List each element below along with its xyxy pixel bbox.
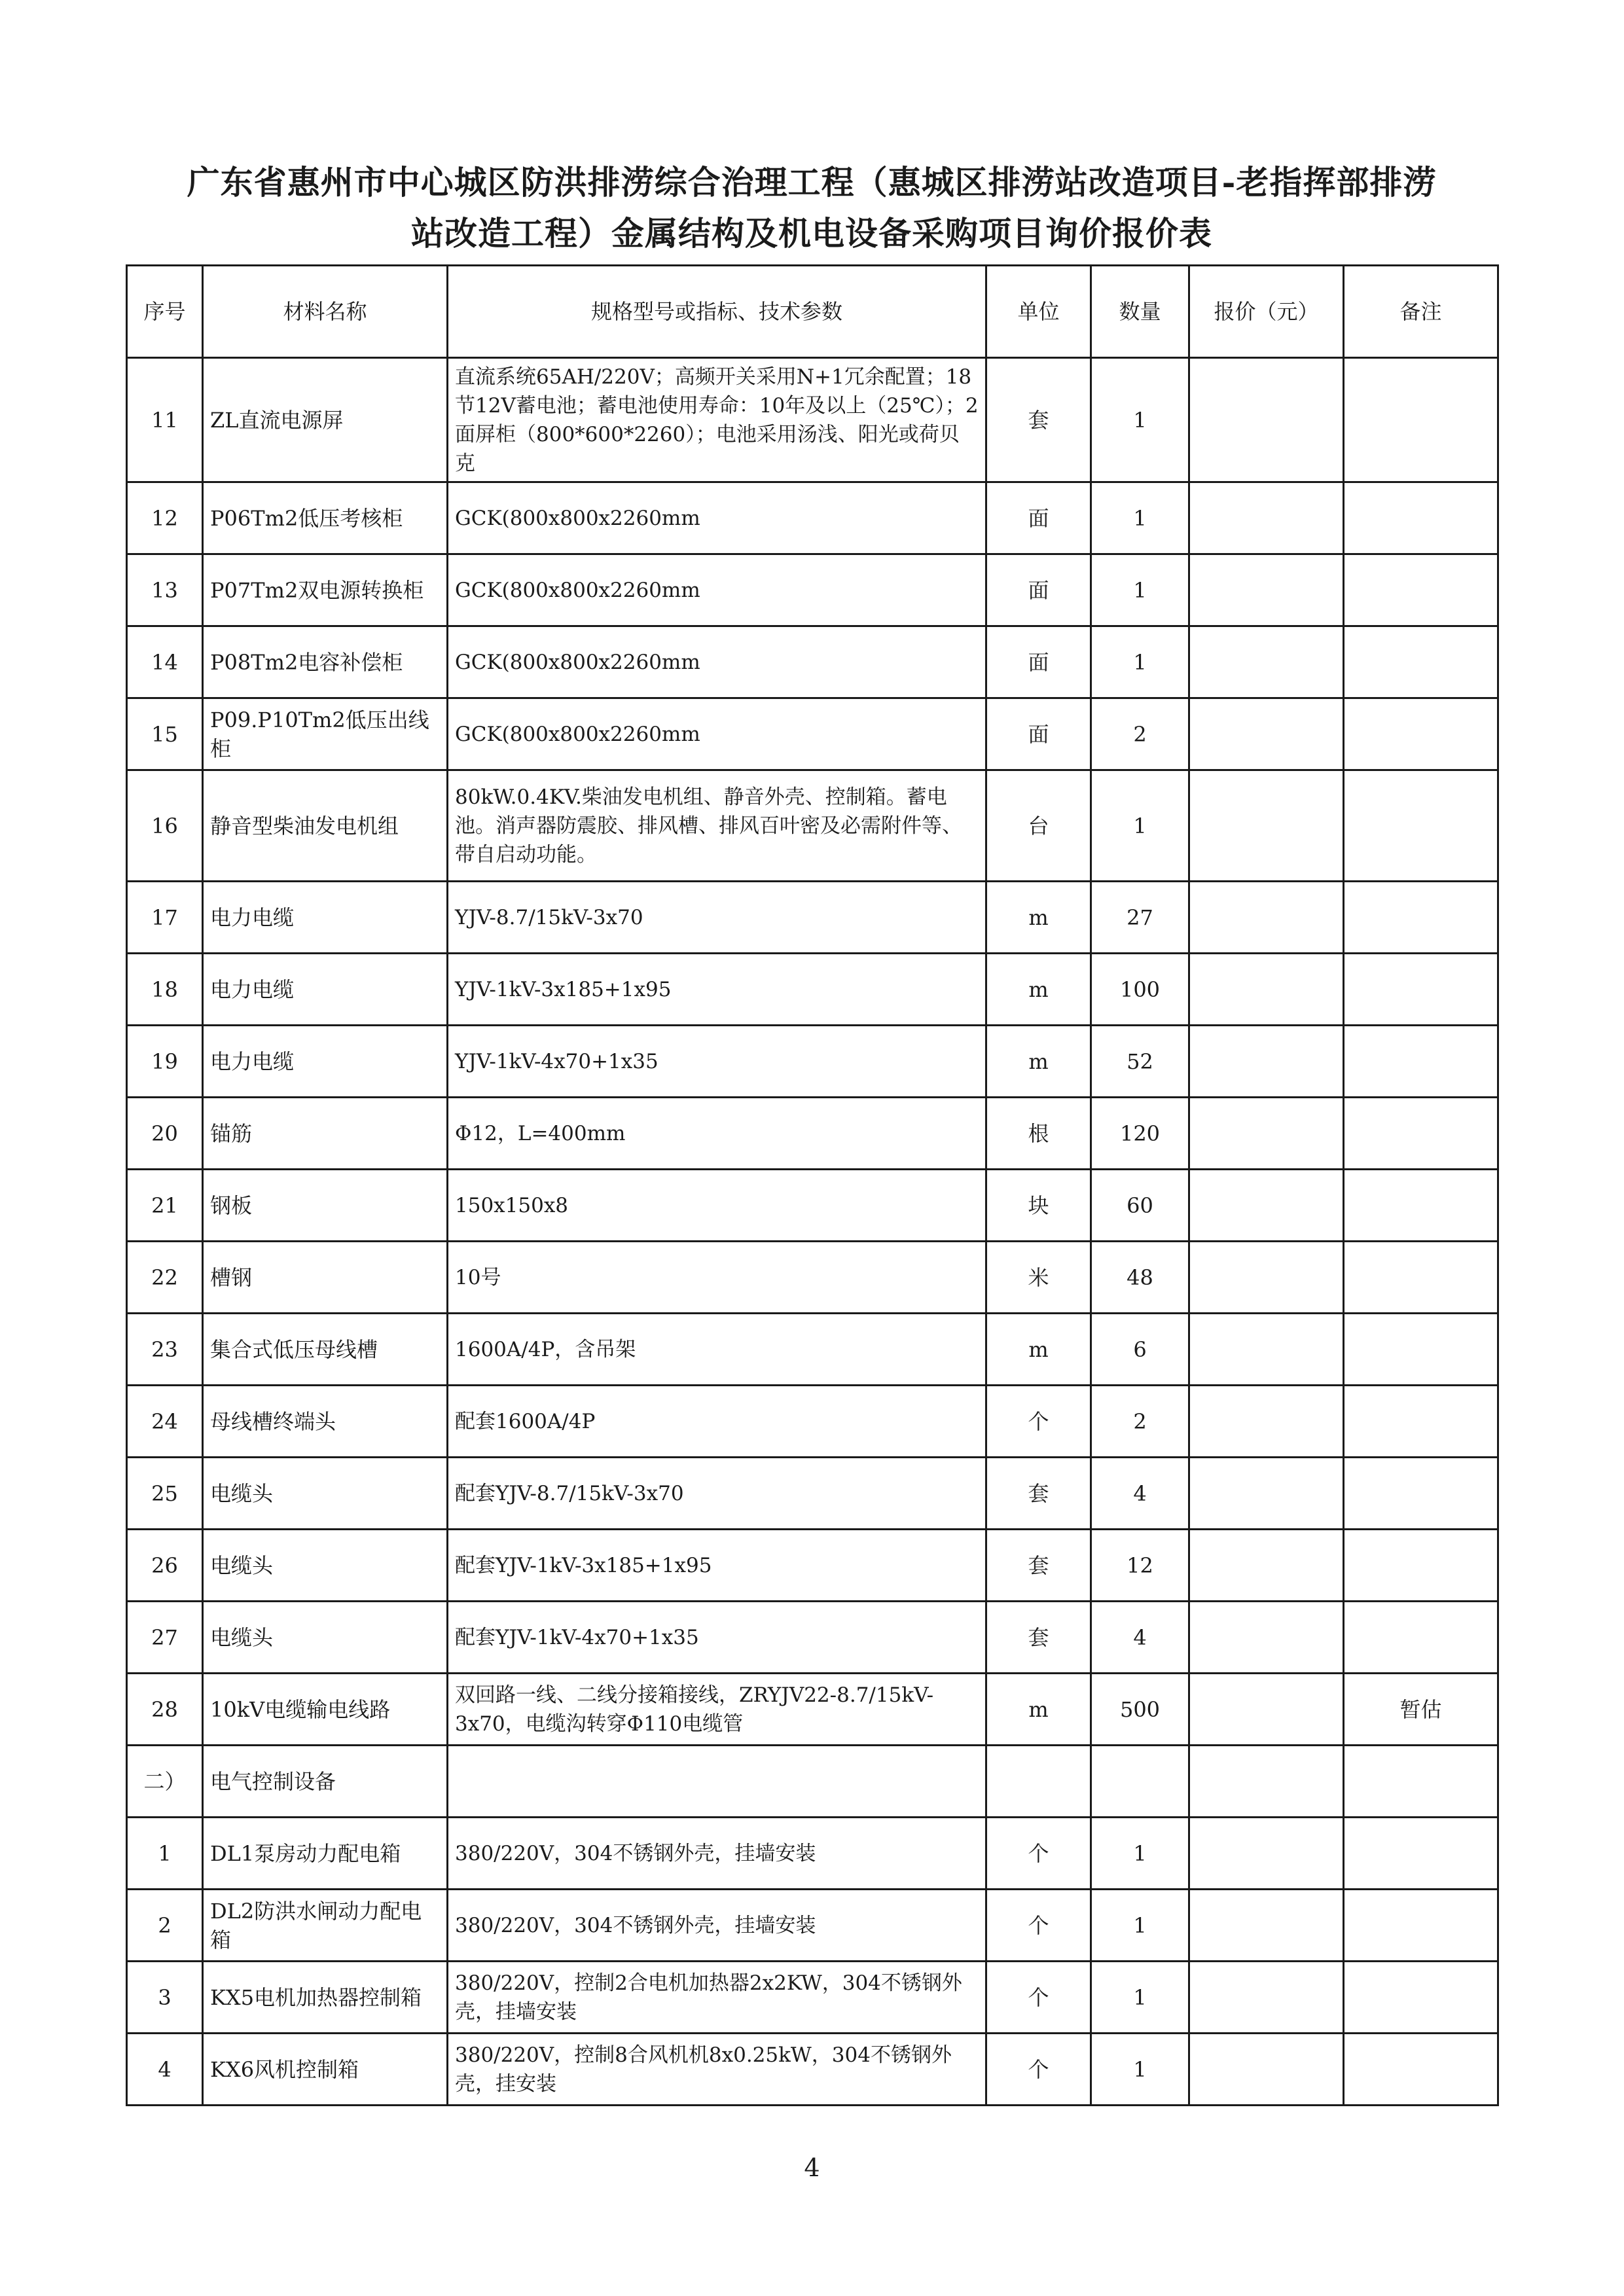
cell-qty: 52 (1091, 1026, 1189, 1098)
cell-qty: 12 (1091, 1530, 1189, 1602)
cell-qty: 1 (1091, 1818, 1189, 1890)
cell-seq: 20 (127, 1098, 203, 1170)
cell-qty: 1 (1091, 554, 1189, 626)
cell-name: ZL直流电源屏 (203, 358, 448, 482)
cell-spec: YJV-1kV-3x185+1x95 (448, 954, 986, 1026)
cell-price (1189, 1458, 1344, 1530)
header-name: 材料名称 (203, 266, 448, 358)
cell-remark (1344, 1890, 1498, 1962)
table-row (127, 882, 1498, 954)
cell-name: P08Tm2电容补偿柜 (203, 626, 448, 698)
cell-spec: GCK(800x800x2260mm (448, 698, 986, 770)
cell-unit: m (986, 1674, 1091, 1746)
cell-unit: 面 (986, 482, 1091, 554)
cell-spec (448, 1746, 986, 1818)
cell-remark (1344, 882, 1498, 954)
cell-remark (1344, 554, 1498, 626)
cell-remark (1344, 1170, 1498, 1242)
cell-unit: m (986, 1314, 1091, 1386)
cell-name: 电缆头 (203, 1602, 448, 1674)
cell-qty: 120 (1091, 1098, 1189, 1170)
cell-unit: 个 (986, 2034, 1091, 2106)
header-qty: 数量 (1091, 266, 1189, 358)
cell-unit: 面 (986, 626, 1091, 698)
cell-remark (1344, 1242, 1498, 1314)
cell-name: 电力电缆 (203, 1026, 448, 1098)
table-row (127, 1674, 1498, 1746)
header-remark: 备注 (1344, 266, 1498, 358)
cell-qty: 2 (1091, 1386, 1189, 1458)
cell-qty: 1 (1091, 1962, 1189, 2034)
table-row (127, 482, 1498, 554)
cell-spec: 10号 (448, 1242, 986, 1314)
cell-seq: 24 (127, 1386, 203, 1458)
cell-name: 电力电缆 (203, 882, 448, 954)
cell-price (1189, 954, 1344, 1026)
table-row (127, 2034, 1498, 2106)
cell-qty: 48 (1091, 1242, 1189, 1314)
cell-remark: 暂估 (1344, 1674, 1498, 1746)
cell-qty (1091, 1746, 1189, 1818)
cell-seq: 1 (127, 1818, 203, 1890)
cell-remark (1344, 1962, 1498, 2034)
cell-qty: 27 (1091, 882, 1189, 954)
cell-qty: 1 (1091, 482, 1189, 554)
cell-qty: 4 (1091, 1458, 1189, 1530)
cell-price (1189, 358, 1344, 482)
cell-price (1189, 626, 1344, 698)
header-seq: 序号 (127, 266, 203, 358)
header-unit: 单位 (986, 266, 1091, 358)
cell-qty: 4 (1091, 1602, 1189, 1674)
cell-name: 电力电缆 (203, 954, 448, 1026)
cell-price (1189, 1026, 1344, 1098)
cell-spec: 配套1600A/4P (448, 1386, 986, 1458)
cell-spec: 配套YJV-1kV-3x185+1x95 (448, 1530, 986, 1602)
cell-unit: 块 (986, 1170, 1091, 1242)
table-row (127, 626, 1498, 698)
cell-seq: 28 (127, 1674, 203, 1746)
cell-price (1189, 698, 1344, 770)
cell-remark (1344, 1386, 1498, 1458)
table-body (127, 358, 1498, 2106)
cell-name: P06Tm2低压考核柜 (203, 482, 448, 554)
cell-seq: 18 (127, 954, 203, 1026)
cell-price (1189, 1242, 1344, 1314)
table-row (127, 1818, 1498, 1890)
header-price: 报价（元） (1189, 266, 1344, 358)
cell-price (1189, 1170, 1344, 1242)
cell-unit: 根 (986, 1098, 1091, 1170)
cell-seq: 19 (127, 1026, 203, 1098)
cell-name: KX6风机控制箱 (203, 2034, 448, 2106)
page-number: 4 (804, 2153, 820, 2182)
cell-remark (1344, 1746, 1498, 1818)
cell-unit: m (986, 954, 1091, 1026)
cell-unit: m (986, 1026, 1091, 1098)
cell-seq: 2 (127, 1890, 203, 1962)
cell-spec: 80kW.0.4KV.柴油发电机组、静音外壳、控制箱。蓄电池。消声器防震胶、排风槽、排风百叶密及必需附件等、带自启动功能。 (448, 770, 986, 882)
cell-qty: 500 (1091, 1674, 1189, 1746)
cell-price (1189, 2034, 1344, 2106)
cell-unit: 台 (986, 770, 1091, 882)
cell-name: DL2防洪水闸动力配电箱 (203, 1890, 448, 1962)
cell-qty: 1 (1091, 770, 1189, 882)
cell-price (1189, 1314, 1344, 1386)
cell-name: 钢板 (203, 1170, 448, 1242)
cell-seq: 16 (127, 770, 203, 882)
header-spec: 规格型号或指标、技术参数 (448, 266, 986, 358)
table-row (127, 1602, 1498, 1674)
cell-price (1189, 1890, 1344, 1962)
cell-price (1189, 1746, 1344, 1818)
table-row (127, 358, 1498, 482)
cell-spec: 150x150x8 (448, 1170, 986, 1242)
cell-seq: 13 (127, 554, 203, 626)
cell-unit: m (986, 882, 1091, 954)
cell-remark (1344, 1602, 1498, 1674)
cell-qty: 1 (1091, 358, 1189, 482)
cell-name: 集合式低压母线槽 (203, 1314, 448, 1386)
cell-seq: 22 (127, 1242, 203, 1314)
cell-remark (1344, 954, 1498, 1026)
cell-seq: 15 (127, 698, 203, 770)
cell-spec: 380/220V，304不锈钢外壳，挂墙安装 (448, 1818, 986, 1890)
cell-spec: GCK(800x800x2260mm (448, 482, 986, 554)
table-row (127, 1314, 1498, 1386)
cell-name: 母线槽终端头 (203, 1386, 448, 1458)
table-row (127, 1026, 1498, 1098)
cell-spec: 双回路一线、二线分接箱接线，ZRYJV22-8.7/15kV-3x70，电缆沟转穿Φ110电缆管 (448, 1674, 986, 1746)
cell-spec: 380/220V，控制2合电机加热器2x2KW，304不锈钢外壳，挂墙安装 (448, 1962, 986, 2034)
cell-price (1189, 1674, 1344, 1746)
cell-remark (1344, 770, 1498, 882)
cell-unit: 套 (986, 1458, 1091, 1530)
cell-seq: 3 (127, 1962, 203, 2034)
cell-seq: 26 (127, 1530, 203, 1602)
cell-seq: 二） (127, 1746, 203, 1818)
cell-seq: 12 (127, 482, 203, 554)
cell-qty: 1 (1091, 2034, 1189, 2106)
cell-spec: GCK(800x800x2260mm (448, 626, 986, 698)
table-row (127, 1458, 1498, 1530)
cell-spec: 配套YJV-8.7/15kV-3x70 (448, 1458, 986, 1530)
cell-remark (1344, 1314, 1498, 1386)
cell-seq: 25 (127, 1458, 203, 1530)
cell-remark (1344, 482, 1498, 554)
cell-remark (1344, 1530, 1498, 1602)
cell-name: 电缆头 (203, 1530, 448, 1602)
table-row (127, 1746, 1498, 1818)
cell-name: 电气控制设备 (203, 1746, 448, 1818)
cell-spec: YJV-8.7/15kV-3x70 (448, 882, 986, 954)
cell-qty: 1 (1091, 626, 1189, 698)
table-row (127, 770, 1498, 882)
cell-spec: GCK(800x800x2260mm (448, 554, 986, 626)
cell-name: 电缆头 (203, 1458, 448, 1530)
cell-price (1189, 482, 1344, 554)
cell-price (1189, 1098, 1344, 1170)
cell-spec: Φ12，L=400mm (448, 1098, 986, 1170)
cell-price (1189, 1386, 1344, 1458)
cell-price (1189, 1818, 1344, 1890)
cell-unit: 套 (986, 1602, 1091, 1674)
cell-unit: 面 (986, 554, 1091, 626)
cell-unit: 个 (986, 1818, 1091, 1890)
cell-remark (1344, 1458, 1498, 1530)
cell-seq: 11 (127, 358, 203, 482)
title-line-1: 广东省惠州市中心城区防洪排涝综合治理工程（惠城区排涝站改造项目-老指挥部排涝 (187, 163, 1437, 202)
cell-unit (986, 1746, 1091, 1818)
cell-unit: 个 (986, 1386, 1091, 1458)
cell-seq: 4 (127, 2034, 203, 2106)
quotation-table (126, 264, 1499, 2106)
cell-qty: 100 (1091, 954, 1189, 1026)
cell-qty: 60 (1091, 1170, 1189, 1242)
cell-remark (1344, 698, 1498, 770)
table-row (127, 1530, 1498, 1602)
cell-price (1189, 1962, 1344, 2034)
cell-spec: 380/220V，304不锈钢外壳，挂墙安装 (448, 1890, 986, 1962)
cell-name: KX5电机加热器控制箱 (203, 1962, 448, 2034)
cell-unit: 米 (986, 1242, 1091, 1314)
cell-qty: 6 (1091, 1314, 1189, 1386)
cell-spec: 380/220V，控制8合风机机8x0.25kW，304不锈钢外壳，挂安装 (448, 2034, 986, 2106)
cell-seq: 23 (127, 1314, 203, 1386)
cell-seq: 21 (127, 1170, 203, 1242)
cell-name: 10kV电缆输电线路 (203, 1674, 448, 1746)
cell-price (1189, 554, 1344, 626)
cell-spec: 配套YJV-1kV-4x70+1x35 (448, 1602, 986, 1674)
cell-name: 静音型柴油发电机组 (203, 770, 448, 882)
cell-unit: 个 (986, 1890, 1091, 1962)
table-row (127, 1242, 1498, 1314)
cell-qty: 2 (1091, 698, 1189, 770)
table-row (127, 554, 1498, 626)
table-row (127, 954, 1498, 1026)
cell-remark (1344, 1818, 1498, 1890)
cell-name: DL1泵房动力配电箱 (203, 1818, 448, 1890)
cell-remark (1344, 626, 1498, 698)
cell-price (1189, 1602, 1344, 1674)
cell-remark (1344, 1098, 1498, 1170)
cell-unit: 套 (986, 1530, 1091, 1602)
cell-name: P09.P10Tm2低压出线柜 (203, 698, 448, 770)
table-row (127, 1170, 1498, 1242)
cell-spec: 1600A/4P，含吊架 (448, 1314, 986, 1386)
header-row (127, 266, 1498, 358)
table-row (127, 1098, 1498, 1170)
cell-qty: 1 (1091, 1890, 1189, 1962)
cell-name: 槽钢 (203, 1242, 448, 1314)
table-row (127, 1962, 1498, 2034)
table-row (127, 698, 1498, 770)
title-line-2: 站改造工程）金属结构及机电设备采购项目询价报价表 (411, 214, 1212, 253)
cell-price (1189, 770, 1344, 882)
cell-seq: 27 (127, 1602, 203, 1674)
table-row (127, 1386, 1498, 1458)
cell-spec: YJV-1kV-4x70+1x35 (448, 1026, 986, 1098)
cell-spec: 直流系统65AH/220V；高频开关采用N+1冗余配置；18节12V蓄电池；蓄电池使用寿命：10年及以上（25℃）；2面屏柜（800*600*2260）；电池采用汤浅、阳光或荷贝克 (448, 358, 986, 482)
cell-seq: 14 (127, 626, 203, 698)
cell-seq: 17 (127, 882, 203, 954)
cell-remark (1344, 358, 1498, 482)
cell-name: P07Tm2双电源转换柜 (203, 554, 448, 626)
document-title (118, 157, 1506, 259)
cell-price (1189, 882, 1344, 954)
table-row (127, 1890, 1498, 1962)
cell-unit: 个 (986, 1962, 1091, 2034)
cell-unit: 套 (986, 358, 1091, 482)
cell-name: 锚筋 (203, 1098, 448, 1170)
cell-unit: 面 (986, 698, 1091, 770)
cell-price (1189, 1530, 1344, 1602)
cell-remark (1344, 1026, 1498, 1098)
cell-remark (1344, 2034, 1498, 2106)
